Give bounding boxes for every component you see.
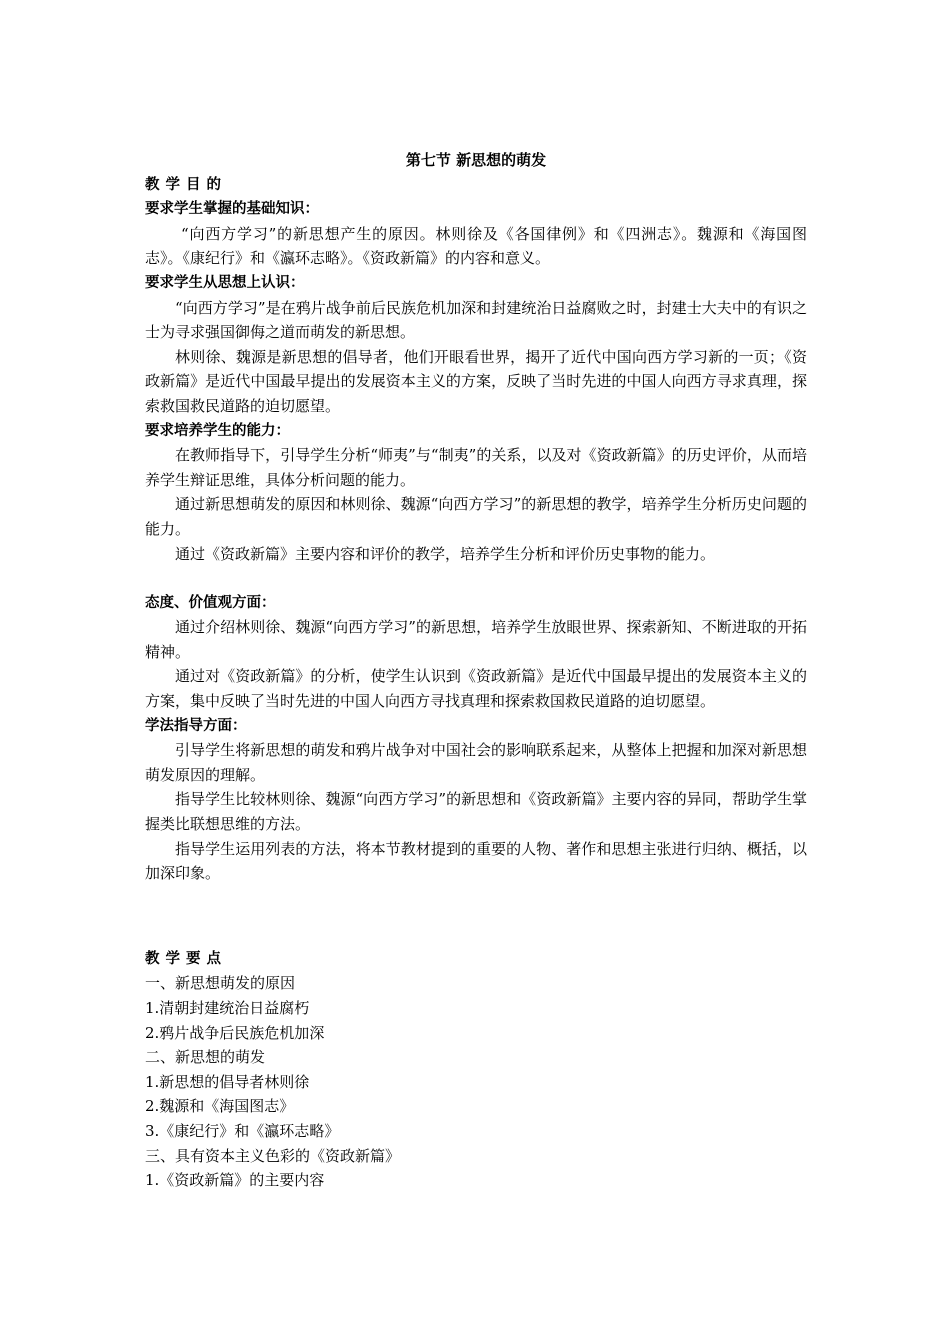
knowledge-heading: 要求学生掌握的基础知识：: [145, 201, 319, 218]
method-heading: 学法指导方面：: [145, 717, 247, 734]
thought-heading: 要求学生从思想上认识：: [145, 274, 305, 291]
ability-paragraph: 在教师指导下，引导学生分析“师夷”与“制夷”的关系，以及对《资政新篇》的历史评价，从而培养学生辩证思维，具体分析问题的能力。: [145, 446, 807, 489]
values-paragraph: 通过介绍林则徐、魏源“向西方学习”的新思想，培养学生放眼世界、探索新知、不断进取的开拓精神。: [145, 618, 807, 661]
thought-paragraph: “向西方学习”是在鸦片战争前后民族危机加深和封建统治日益腐败之时，封建士大夫中的有识之士为寻求强国御侮之道而萌发的新思想。: [145, 298, 807, 342]
ability-paragraph: 通过新思想萌发的原因和林则徐、魏源“向西方学习”的新思想的教学，培养学生分析历史问题的能力。: [145, 495, 807, 538]
document-page: [145, 148, 807, 1193]
thought-paragraph: 林则徐、魏源是新思想的倡导者，他们开眼看世界，揭开了近代中国向西方学习新的一页；《资政新篇》是近代中国最早提出的发展资本主义的方案，反映了当时先进的中国人向西方寻求真理，探索救国救民道路的迫切愿望。: [145, 347, 807, 415]
outline-item: 三、具有资本主义色彩的《资政新篇》: [145, 1146, 401, 1165]
ability-heading: 要求培养学生的能力：: [145, 422, 290, 439]
outline-item: 3.《康纪行》和《瀛环志略》: [145, 1121, 340, 1140]
blank-line: [145, 566, 807, 591]
outline-item: 1.清朝封建统治日益腐朽: [145, 999, 310, 1017]
method-paragraph: 指导学生比较林则徐、魏源“向西方学习”的新思想和《资政新篇》主要内容的异同，帮助学生掌握类比联想思维的方法。: [145, 790, 807, 834]
objectives-heading: 教学目的: [145, 176, 227, 193]
knowledge-paragraph: “向西方学习”的新思想产生的原因。林则徐及《各国律例》和《四洲志》。魏源和《海国图志》。《康纪行》和《瀛环志略》。《资政新篇》的内容和意义。: [145, 224, 807, 268]
outline-item: 二、新思想的萌发: [145, 1048, 266, 1067]
values-heading: 态度、价值观方面：: [145, 594, 276, 611]
method-paragraph: 引导学生将新思想的萌发和鸦片战争对中国社会的影响联系起来，从整体上把握和加深对新思想萌发原因的理解。: [145, 741, 807, 784]
page-title: 第七节 新思想的萌发: [405, 151, 547, 169]
key-points-heading: 教学要点: [145, 950, 227, 967]
values-paragraph: 通过对《资政新篇》的分析，使学生认识到《资政新篇》是近代中国最早提出的发展资本主义的方案，集中反映了当时先进的中国人向西方寻找真理和探索救国救民道路的迫切愿望。: [145, 667, 807, 711]
outline-item: 1.《资政新篇》的主要内容: [145, 1171, 325, 1190]
method-paragraph: 指导学生运用列表的方法，将本节教材提到的重要的人物、著作和思想主张进行归纳、概括，以加深印象。: [145, 839, 807, 883]
outline-item: 2.魏源和《海国图志》: [145, 1097, 295, 1116]
outline-item: 2.鸦片战争后民族危机加深: [145, 1023, 325, 1042]
ability-paragraph: 通过《资政新篇》主要内容和评价的教学，培养学生分析和评价历史事物的能力。: [175, 544, 716, 563]
outline-item: 1.新思想的倡导者林则徐: [145, 1072, 310, 1091]
outline-item: 一、新思想萌发的原因: [145, 974, 296, 993]
blank-line: [145, 886, 807, 947]
